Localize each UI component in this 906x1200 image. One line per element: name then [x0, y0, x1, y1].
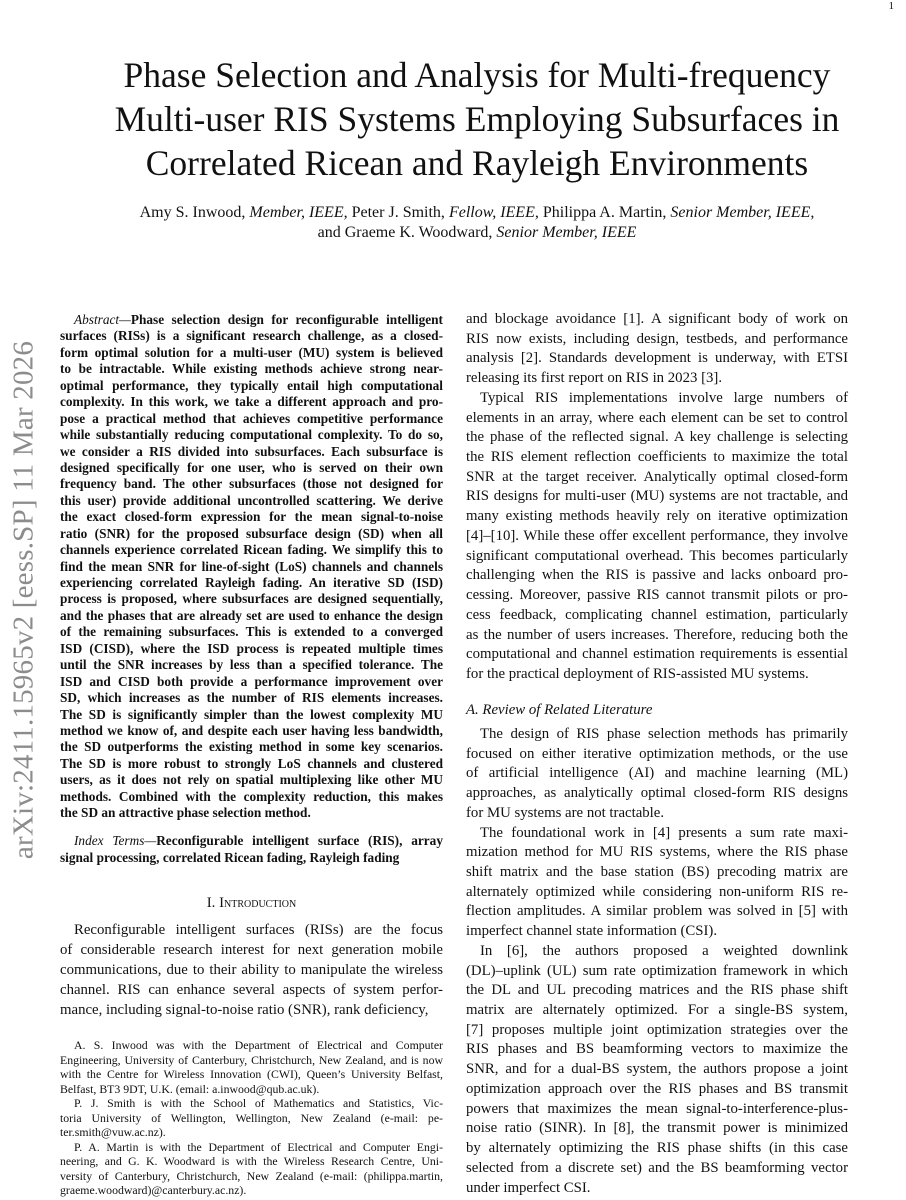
text-line: [60, 641, 443, 657]
text-line: [466, 1021, 848, 1041]
section-heading-introduction: I. Introduction: [206, 895, 297, 911]
text-line: [466, 1060, 848, 1080]
text-line: [466, 665, 848, 685]
line-text: while substantially reducing computational complexity. To do so,: [60, 427, 443, 443]
text-line: [466, 843, 848, 863]
text-line: [466, 428, 848, 448]
text-line: [60, 1067, 443, 1082]
line-text: users, as it does not rely on spatial multiplexing like other MU: [60, 772, 443, 788]
text-line: [60, 690, 443, 706]
line-text: toria University of Wellington, Wellington, New Zealand (e-mail: pe-: [60, 1110, 443, 1125]
text-line: [466, 981, 848, 1001]
abstract: [60, 312, 443, 822]
title-line: Correlated Ricean and Rayleigh Environments: [145, 143, 809, 183]
label: Index Terms—: [74, 833, 157, 848]
text-line: [466, 962, 848, 982]
line-text: A. S. Inwood was with the Department of Electrical and Computer: [74, 1038, 443, 1052]
text-line: [60, 345, 443, 361]
text-line: [60, 312, 443, 328]
line-text: ISD (CISD), where the ISD process is repeated multiple times: [60, 640, 443, 656]
author-line: [62, 223, 892, 243]
text-line: [466, 1040, 848, 1060]
author-name: Amy S. Inwood,: [139, 204, 250, 221]
text-line: [466, 883, 848, 903]
text-line: [466, 784, 848, 804]
text-line: [60, 1183, 443, 1198]
text-line: [466, 349, 848, 369]
line-text: [4]–[10]. While these offer excellent performance, they involve: [466, 527, 848, 544]
line-text: SNR at the target receiver. Analytically optimal closed-form: [466, 468, 848, 485]
line-text: ter.smith@vuw.ac.nz).: [60, 1125, 166, 1139]
text-line: [60, 559, 443, 575]
text-line: [466, 606, 848, 626]
line-text: frequency band. The other subsurfaces (those not designed for: [60, 476, 443, 492]
line-text: form optimal solution for a multi-user (MU) system is believed: [60, 344, 443, 360]
text-line: [60, 1140, 443, 1155]
line-text: until the SNR increases by less than a specified tolerance. The: [60, 657, 443, 673]
line-text: the RIS element reflection coefficients to maximize the total: [466, 449, 848, 466]
line-text: releasing its first report on RIS in 2023 [3].: [466, 370, 723, 387]
line-text: as the number of users increases. Therefore, reducing both the: [466, 626, 848, 643]
line-text: cess feedback, complicating channel estimation, particularly: [466, 606, 848, 623]
arxiv-stamp: arXiv:2411.15965v2 [eess.SP] 11 Mar 2026: [7, 340, 40, 860]
line-text: P. A. Martin is with the Department of Electrical and Computer Engi-: [74, 1139, 443, 1154]
line-text: to be intractable. While existing methods achieve strong near-: [60, 361, 443, 377]
text-line: [466, 1001, 848, 1021]
line-text: and the phases that are already set are used to enhance the design: [60, 607, 443, 623]
line-text: versity of Canterbury, Christchurch, New Zealand (e-mail: (philippa.martin,: [60, 1168, 443, 1183]
text-line: [60, 476, 443, 492]
line-text: surfaces (RISs) is a significant research challenge, as a closed-: [60, 328, 443, 344]
line-text: the SD an attractive phase selection method.: [60, 805, 311, 821]
text-line: [60, 1000, 443, 1020]
paragraph: [466, 824, 848, 942]
text-line: [60, 460, 443, 476]
text-line: [466, 547, 848, 567]
text-line: [60, 980, 443, 1000]
line-text: of artificial intelligence (AI) and machine learning (ML): [466, 765, 848, 782]
line-text: SNR, and for a dual-BS system, the authors propose a joint: [466, 1061, 848, 1078]
text-line: [60, 493, 443, 509]
line-text: Phase selection design for reconfigurable intelligent: [130, 312, 443, 327]
paragraph: [466, 310, 848, 389]
text-line: [60, 739, 443, 755]
text-line: [60, 411, 443, 427]
index-terms: [60, 832, 443, 866]
line-text: the exact closed-form expression for the mean signal-to-noise: [60, 509, 443, 525]
line-text: mization method for MU RIS systems, where the RIS phase: [466, 844, 848, 861]
line-text: RIS phases and BS beamforming vectors to maximize the: [466, 1041, 848, 1058]
text-line: [60, 1154, 443, 1169]
text-line: [466, 1179, 848, 1199]
author-name: and Graeme K. Woodward,: [317, 223, 497, 241]
line-text: analysis [2]. Standards development is underway, with ETSI: [466, 350, 848, 367]
label: Abstract—: [74, 312, 131, 327]
text-line: [466, 745, 848, 765]
text-line: [60, 960, 443, 980]
line-text: optimal performance, they typically entail high computational: [60, 377, 443, 393]
footnotes: [60, 1038, 443, 1198]
text-line: [466, 1159, 848, 1179]
title-line: Phase Selection and Analysis for Multi-frequency: [123, 55, 831, 95]
line-text: Typical RIS implementations involve large numbers of: [480, 389, 848, 406]
line-text: The design of RIS phase selection methods has primarily: [480, 725, 848, 742]
line-text: approaches, as analytically optimal closed-form RIS designs: [466, 785, 848, 802]
right-column: [466, 310, 848, 1198]
paragraph: [466, 725, 848, 824]
line-text: RIS designs for multi-user (MU) systems are not tractable, and: [466, 488, 848, 505]
text-line: [60, 1053, 443, 1068]
line-text: (DL)–uplink (UL) sum rate optimization framework in which: [466, 962, 848, 979]
paragraph: [60, 920, 443, 1020]
text-line: [60, 427, 443, 443]
text-line: [466, 566, 848, 586]
line-text: with the Centre for Wireless Innovation (CWI), Queen’s University Belfast,: [60, 1067, 443, 1081]
text-line: [466, 942, 848, 962]
text-line: [466, 1100, 848, 1120]
text-line: [466, 527, 848, 547]
line-text: complexity. In this work, we take a different approach and pro-: [60, 394, 443, 410]
line-text: In [6], the authors proposed a weighted downlink: [480, 942, 848, 959]
line-text: experiencing correlated Rayleigh fading. An iterative SD (ISD): [60, 575, 443, 590]
line-text: P. J. Smith is with the School of Mathematics and Statistics, Vic-: [74, 1096, 443, 1110]
author-membership: Senior Member, IEEE,: [670, 204, 815, 221]
line-text: Reconfigurable intelligent surface (RIS), array: [156, 833, 443, 848]
line-text: imperfect channel state information (CSI).: [466, 923, 718, 940]
related-literature-text: [466, 725, 848, 1198]
text-line: [466, 1119, 848, 1139]
footnote: [60, 1140, 443, 1198]
text-line: [60, 920, 443, 940]
line-text: we consider a RIS divided into subsurfaces. Each subsurface is: [60, 443, 443, 459]
line-text: elements in an array, where each element can be set to control: [466, 409, 848, 426]
line-text: of considerable research interest for next generation mobile: [60, 942, 443, 958]
text-line: [60, 772, 443, 788]
text-line: [60, 1111, 443, 1126]
line-text: The SD is significantly simpler than the lowest complexity MU: [60, 706, 443, 722]
text-line: [466, 824, 848, 844]
line-text: process is proposed, where subsurfaces are designed sequentially,: [60, 591, 443, 607]
text-line: [466, 409, 848, 429]
line-text: cessing. Moreover, passive RIS cannot transmit pilots or pro-: [466, 587, 848, 604]
text-line: [466, 725, 848, 745]
text-line: [60, 509, 443, 525]
text-line: [60, 361, 443, 377]
line-text: and blockage avoidance [1]. A significant body of work on: [466, 311, 848, 327]
text-line: [60, 575, 443, 591]
line-text: noise ratio (SINR). In [8], the transmit power is minimized: [466, 1120, 848, 1137]
text-line: [60, 328, 443, 344]
text-line: [60, 849, 443, 866]
line-text: RIS now exists, including design, testbeds, and performance: [466, 330, 848, 347]
line-text: matrix are alternately optimized. For a single-BS system,: [466, 1002, 848, 1019]
line-text: selected from a discrete set) and the BS beamforming vector: [466, 1159, 848, 1176]
text-line: [466, 586, 848, 606]
text-line: [466, 330, 848, 350]
line-text: for the practical deployment of RIS-assisted MU systems.: [466, 665, 809, 682]
footnote: [60, 1096, 443, 1140]
author-list: [62, 203, 892, 242]
text-line: [60, 940, 443, 960]
title-line: Multi-user RIS Systems Employing Subsurfaces in: [114, 99, 840, 139]
subsection-heading-related-literature: A. Review of Related Literature: [466, 701, 653, 718]
text-line: [466, 902, 848, 922]
line-text: of the remaining subsurfaces. This is extended to a converged: [60, 624, 443, 640]
line-text: find the mean SNR for line-of-sight (LoS) channels and channels: [60, 558, 443, 574]
line-text: for MU systems are not tractable.: [466, 804, 665, 821]
line-text: shift matrix and the base station (BS) precoding matrix are: [466, 864, 848, 880]
line-text: powers that maximizes the mean signal-to-interference-plus-: [466, 1100, 848, 1117]
text-line: [60, 805, 443, 821]
abstract-paragraph: [60, 312, 443, 822]
line-text: channels experience correlated Ricean fading. We simplify this to: [60, 542, 443, 558]
text-line: [466, 764, 848, 784]
author-membership: Senior Member, IEEE: [496, 223, 637, 241]
line-text: by alternately optimizing the RIS phase shifts (in this case: [466, 1140, 848, 1157]
line-text: Engineering, University of Canterbury, Christchurch, New Zealand, and is now: [60, 1052, 443, 1067]
line-text: the SD outperforms the existing method in some key scenarios.: [60, 739, 443, 755]
text-line: [60, 1096, 443, 1111]
text-line: [60, 674, 443, 690]
text-line: [60, 591, 443, 607]
line-text: communications, due to their ability to manipulate the wireless: [60, 962, 443, 978]
text-line: [60, 378, 443, 394]
line-text: SD, which increases as the number of RIS elements increases.: [60, 690, 443, 706]
line-text: mance, including signal-to-noise ratio (SNR), rank deficiency,: [60, 1002, 429, 1018]
line-text: methods. Combined with the complexity reduction, this makes: [60, 788, 443, 804]
text-line: [60, 624, 443, 640]
line-text: alternately optimized while considering non-uniform RIS re-: [466, 883, 848, 900]
text-line: [60, 1169, 443, 1184]
paragraph: [466, 389, 848, 685]
line-text: flection amplitudes. A similar problem was solved in [5] with: [466, 903, 848, 920]
text-line: [466, 1080, 848, 1100]
line-text: pose a practical method that achieves competitive performance: [60, 410, 443, 426]
line-text: ratio (SNR) for the proposed subsurface design (SD) when all: [60, 525, 443, 541]
text-line: [60, 789, 443, 805]
footnote: [60, 1038, 443, 1096]
line-text: signal processing, correlated Ricean fading, Rayleigh fading: [60, 850, 400, 865]
text-line: [60, 1038, 443, 1053]
text-line: [60, 832, 443, 849]
line-text: designed specifically for one user, who is served on their own: [60, 459, 443, 475]
author-membership: Fellow, IEEE,: [448, 204, 539, 221]
line-text: the DL and UL precoding matrices and the RIS phase shift: [466, 982, 848, 999]
author-name: Philippa A. Martin,: [538, 204, 671, 221]
text-line: [60, 444, 443, 460]
text-line: [466, 1139, 848, 1159]
text-line: [466, 507, 848, 527]
text-line: [466, 310, 848, 330]
paragraph: [466, 942, 848, 1198]
line-text: many existing methods heavily rely on iterative optimization: [466, 508, 848, 525]
line-text: optimization approach over the RIS phases and BS transmit: [466, 1080, 848, 1097]
text-line: [60, 526, 443, 542]
line-text: neering, and G. K. Woodward is with the Wireless Research Centre, Uni-: [60, 1154, 443, 1168]
text-line: [60, 1125, 443, 1140]
author-name: Peter J. Smith,: [347, 204, 449, 221]
author-line: [62, 203, 892, 223]
text-line: [466, 626, 848, 646]
line-text: focused on either iterative optimization methods, or the use: [466, 745, 848, 762]
line-text: under imperfect CSI.: [466, 1179, 591, 1196]
text-line: [466, 645, 848, 665]
line-text: graeme.woodward)@canterbury.ac.nz).: [60, 1183, 247, 1197]
paper-title: [62, 53, 892, 185]
line-text: Reconfigurable intelligent surfaces (RISs) are the focus: [74, 922, 443, 938]
text-line: [60, 657, 443, 673]
text-line: [466, 487, 848, 507]
text-line: [60, 608, 443, 624]
text-line: [466, 922, 848, 942]
index-terms-paragraph: [60, 832, 443, 866]
text-line: [60, 756, 443, 772]
line-text: The foundational work in [4] presents a sum rate maxi-: [480, 824, 848, 841]
line-text: significant computational overhead. This becomes particularly: [466, 547, 848, 564]
line-text: method we know of, and despite each user having less bandwidth,: [60, 722, 443, 738]
line-text: channel. RIS can enhance several aspects of system perfor-: [60, 982, 443, 998]
text-line: [60, 542, 443, 558]
text-line: [466, 804, 848, 824]
text-line: [466, 468, 848, 488]
introduction-text: [60, 920, 443, 1020]
text-line: [60, 394, 443, 410]
line-text: challenging when the RIS is passive and lacks onboard pro-: [466, 567, 848, 584]
introduction-continued: [466, 310, 848, 685]
text-line: [466, 369, 848, 389]
line-text: computational and channel estimation requirements is essential: [466, 646, 848, 663]
line-text: this user) provide additional uncontrolled scattering. We derive: [60, 492, 443, 508]
text-line: [60, 707, 443, 723]
text-line: [60, 1082, 443, 1097]
author-membership: Member, IEEE,: [249, 204, 348, 221]
text-line: [466, 863, 848, 883]
text-line: [466, 448, 848, 468]
line-text: The SD is more robust to strongly LoS channels and clustered: [60, 755, 443, 771]
line-text: ISD and CISD both provide a performance improvement over: [60, 673, 443, 689]
line-text: the phase of the reflected signal. A key challenge is selecting: [466, 429, 848, 446]
text-line: [60, 723, 443, 739]
line-text: [7] proposes multiple joint optimization strategies over the: [466, 1021, 848, 1038]
line-text: Belfast, BT3 9DT, U.K. (email: a.inwood@qub.ac.uk).: [60, 1081, 320, 1096]
page-number: 1: [888, 0, 894, 12]
text-line: [466, 389, 848, 409]
